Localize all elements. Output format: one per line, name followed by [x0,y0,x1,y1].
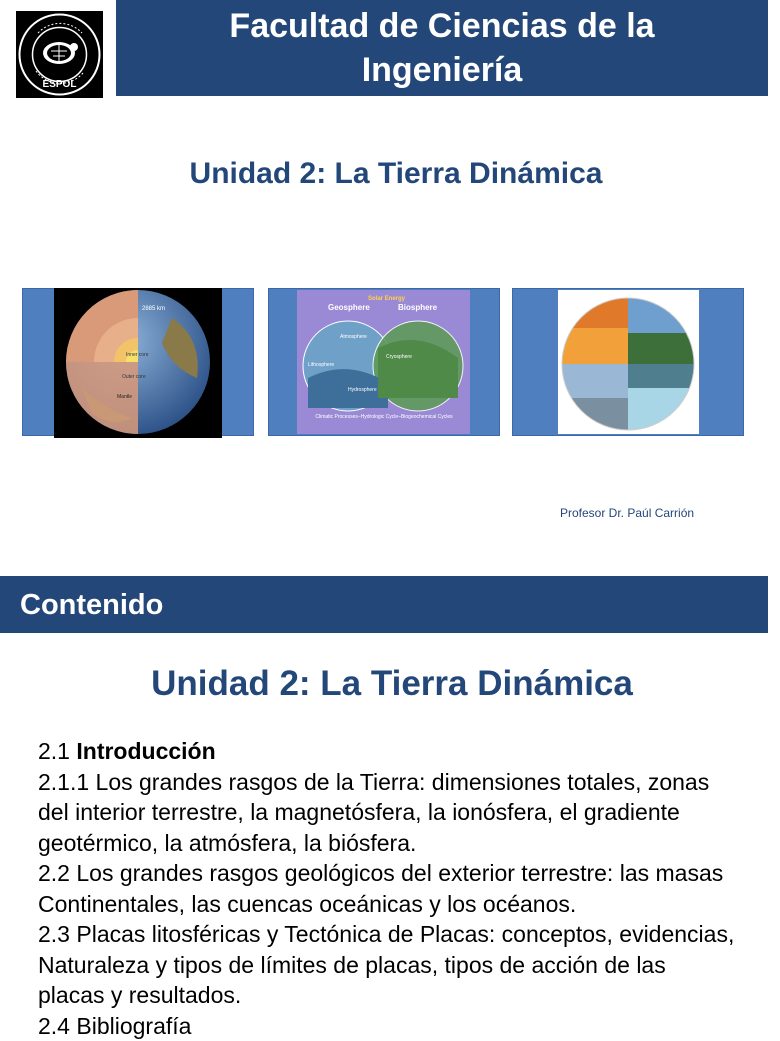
list-item [38,919,738,1011]
item-number: 2.4 [38,1013,76,1039]
item-number: 2.2 [38,860,76,886]
hydrosphere-label: Hydrosphere [348,387,377,393]
biosphere-label: Biosphere [398,303,438,312]
spheres-caption: Climatic Processes–Hydrologic Cycle–Biogeochemical Cycles [315,414,453,420]
list-item [38,858,738,919]
item-text: Los grandes rasgos de la Tierra: dimensiones totales, zonas del interior terrestre, la magnetósfera, la ionósfera, el gradiente geotérmico, la atmósfera, la biósfera. [38,769,709,856]
earth-interior-image-card [22,288,254,436]
item-number: 2.1 [38,738,76,764]
earth-spheres-image-card [268,288,500,436]
atmosphere-label: Atmosphere [340,334,367,340]
item-number: 2.3 [38,921,76,947]
contents-unit-title: Unidad 2: La Tierra Dinámica [8,662,776,706]
item-text: Placas litosféricas y Tectónica de Placas: conceptos, evidencias, Naturaleza y tipos de límites de placas, tipos de acción de las placas y resultados. [38,921,734,1008]
contents-list [38,736,738,1041]
outer-core-label: Outer core [122,374,146,380]
espol-logo [16,11,103,98]
cryosphere-label: Cryosphere [386,354,412,360]
item-number: 2.1.1 [38,769,96,795]
unit-title: Unidad 2: La Tierra Dinámica [12,154,780,194]
item-text: Los grandes rasgos geológicos del exterior terrestre: las masas Continentales, las cuencas oceánicas y los océanos. [38,860,723,917]
list-item [38,1011,738,1041]
slide-gap [0,560,768,576]
crust-depth-label: 2885 km [142,306,165,312]
lithosphere-label: Lithosphere [308,362,334,368]
faculty-title-line2: Ingeniería [116,48,768,92]
professor-name: Profesor Dr. Paúl Carrión [560,506,740,520]
logo-text: ESPOL [43,79,77,90]
list-item [38,767,738,859]
faculty-title [116,4,768,92]
item-bold: Introducción [76,738,215,764]
geosphere-label: Geosphere [328,303,370,312]
faculty-title-line1: Facultad de Ciencias de la [116,4,768,48]
contents-slide [0,576,768,1024]
list-item [38,736,738,767]
solar-energy-label: Solar Energy [368,296,406,302]
landscapes-image-card [512,288,744,436]
inner-core-label: Inner core [126,352,149,358]
item-text: Bibliografía [76,1013,191,1039]
contents-title: Contenido [20,586,163,624]
mantle-label: Mantle [117,394,132,400]
